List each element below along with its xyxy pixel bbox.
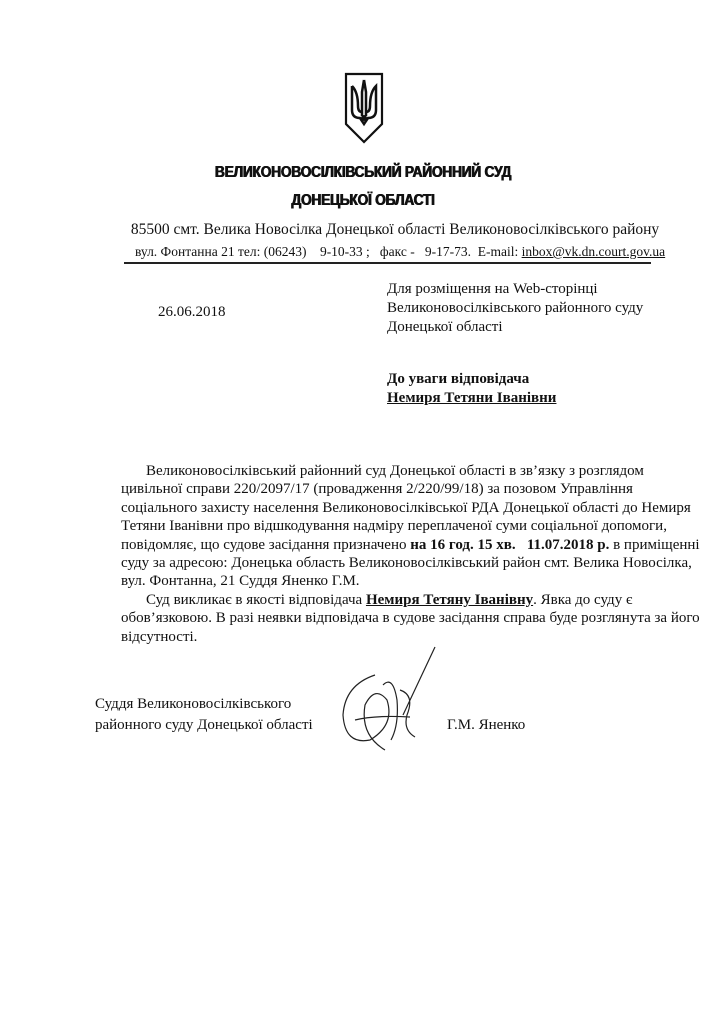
body-text: . Явка до суду є <box>533 592 633 608</box>
body-line: Тетяни Іванівни про відшкодування надміру переплаченої суми соціальної допомоги, <box>121 518 667 534</box>
recipient-line: Донецької області <box>387 319 503 335</box>
body-line: відсутності. <box>121 629 198 645</box>
body-text: в приміщенні <box>609 537 700 553</box>
court-name-line1: ВЕЛИКОНОВОСІЛКІВСЬКИЙ РАЙОННИЙ СУД <box>214 164 512 181</box>
document-date: 26.06.2018 <box>158 304 226 320</box>
body-line: Великоновосілківський районний суд Донецької області в зв’язку з розглядом <box>146 463 644 479</box>
court-name-line2: ДОНЕЦЬКОЇ ОБЛАСТІ <box>291 192 435 209</box>
hearing-datetime: на 16 год. 15 хв. 11.07.2018 р. <box>410 537 610 553</box>
recipient-line: Для розміщення на Web-сторінці <box>387 281 598 297</box>
judge-title-line1: Суддя Великоновосілківського <box>95 696 292 712</box>
body-line: суду за адресою: Донецька область Великоновосілківський район смт. Велика Новосілка, <box>121 555 692 571</box>
defendant-name: Немиря Тетяни Іванівни <box>387 390 557 406</box>
court-contact <box>135 244 665 260</box>
body-line <box>121 537 700 554</box>
attention-label: До уваги відповідача <box>387 371 530 387</box>
body-line: цивільної справи 220/2097/17 (провадження 2/220/99/18) за позовом Управління <box>121 481 633 497</box>
defendant-name-inline: Немиря Тетяну Іванівну <box>365 592 534 608</box>
contact-details: вул. Фонтанна 21 тел: (06243) 9-10-33 ; факс - 9-17-73. E-mail: <box>135 244 522 259</box>
judge-name: Г.М. Яненко <box>447 717 526 733</box>
coat-of-arms-emblem <box>344 72 384 144</box>
judge-title-line2: районного суду Донецької області <box>95 717 313 733</box>
body-text: повідомляє, що судове засідання призначено <box>121 537 411 553</box>
body-line: вул. Фонтанна, 21 Суддя Яненко Г.М. <box>121 573 360 589</box>
header-divider <box>124 262 651 264</box>
body-text: Суд викликає в якості відповідача <box>146 592 366 608</box>
court-address: 85500 смт. Велика Новосілка Донецької області Великоновосілківського району <box>130 221 660 238</box>
handwritten-signature <box>315 645 445 760</box>
recipient-line: Великоновосілківського районного суду <box>387 300 644 316</box>
body-line: соціального захисту населення Великоновосілківської РДА Донецької області до Немиря <box>121 500 691 516</box>
email-link[interactable]: inbox@vk.dn.court.gov.ua <box>521 244 666 259</box>
body-line <box>146 592 633 609</box>
body-line: обов’язковою. В разі неявки відповідача в судове засідання справа буде розглянута за його <box>121 610 700 626</box>
